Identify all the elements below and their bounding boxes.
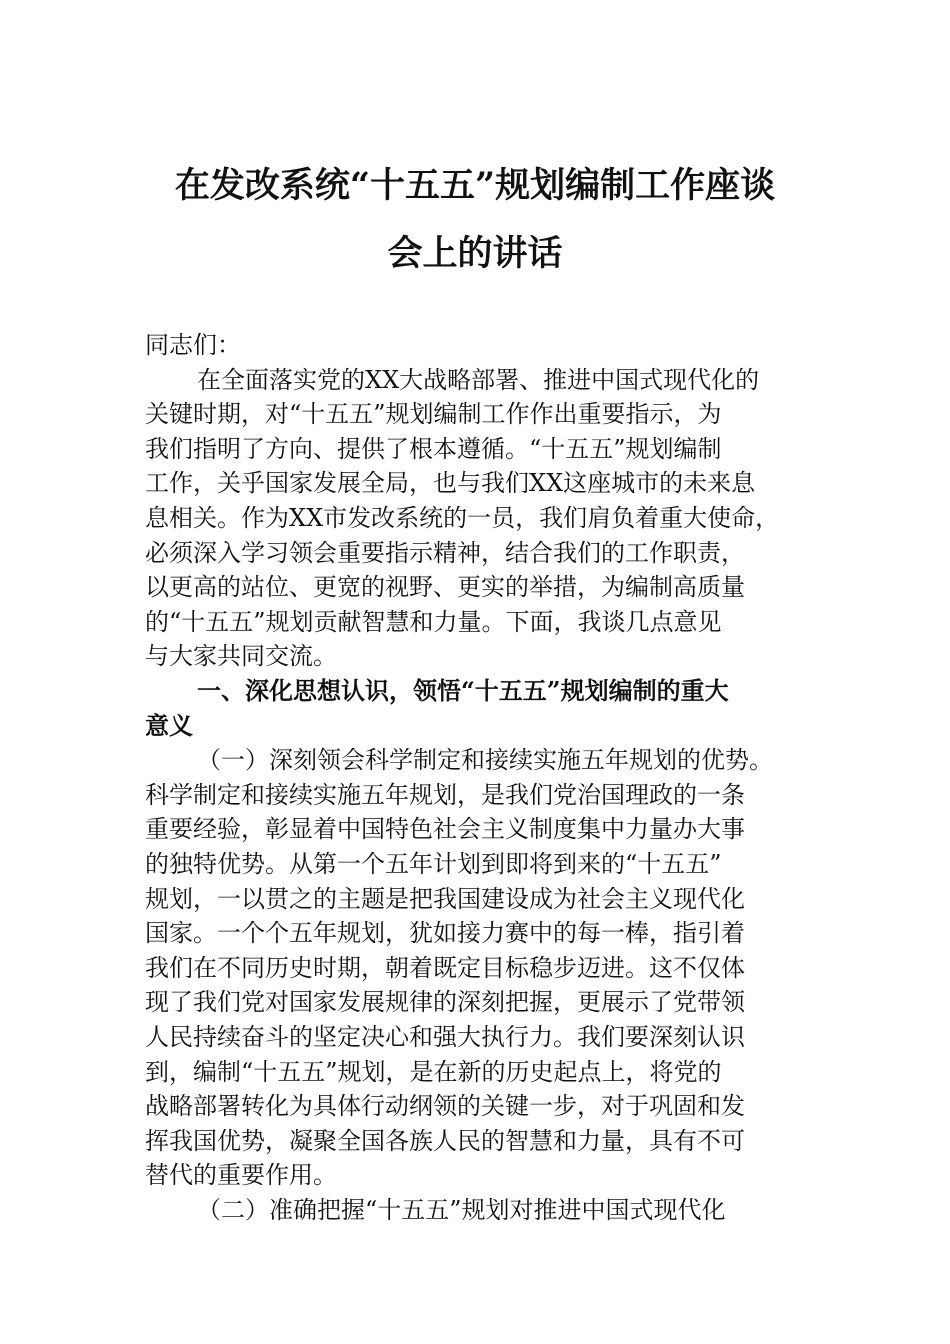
paragraph-line: 战略部署转化为具体行动纲领的关键一步，对于巩固和发 <box>145 1092 745 1121</box>
paragraph-line: 到，编制“十五五”规划，是在新的历史起点上，将党的 <box>145 1057 722 1086</box>
paragraph-line: 人民持续奋斗的坚定决心和强大执行力。我们要深刻认识 <box>145 1023 745 1051</box>
paragraph-line: 规划，一以贯之的主题是把我国建设成为社会主义现代化 <box>145 884 745 913</box>
paragraph-line: （二）准确把握“十五五”规划对推进中国式现代化 <box>197 1196 726 1224</box>
paragraph-line: 挥我国优势，凝聚全国各族人民的智慧和力量，具有不可 <box>145 1126 745 1155</box>
paragraph-line: 的“十五五”规划贡献智慧和力量。下面，我谈几点意见 <box>145 607 722 636</box>
paragraph-line: 我们在不同历史时期，朝着既定目标稳步迈进。这不仅体 <box>145 953 745 982</box>
paragraph-line: 的独特优势。从第一个五年计划到即将到来的“十五五” <box>145 850 722 878</box>
title-line-2: 会上的讲话 <box>387 233 563 274</box>
paragraph-line: 以更高的站位、更宽的视野、更实的举措，为编制高质量 <box>145 573 745 602</box>
paragraph-line: 在全面落实党的XX大战略部署、推进中国式现代化的 <box>197 365 760 394</box>
paragraph-line: （一）深刻领会科学制定和接续实施五年规划的优势。 <box>197 746 773 775</box>
paragraph-line: 工作，关乎国家发展全局，也与我们XX这座城市的未来息 <box>145 469 756 498</box>
paragraph-line: 与大家共同交流。 <box>145 642 337 671</box>
section-heading-line: 一、深化思想认识，领悟“十五五”规划编制的重大 <box>197 676 729 705</box>
title-line-1: 在发改系统“十五五”规划编制工作座谈 <box>174 165 776 206</box>
paragraph-line: 替代的重要作用。 <box>145 1161 337 1190</box>
paragraph-line: 我们指明了方向、提供了根本遵循。“十五五”规划编制 <box>145 434 722 463</box>
section-heading-line: 意义 <box>145 710 193 740</box>
paragraph-line: 关键时期，对“十五五”规划编制工作作出重要指示，为 <box>145 400 722 429</box>
paragraph-line: 现了我们党对国家发展规律的深刻把握，更展示了党带领 <box>145 988 745 1017</box>
paragraph-line: 必须深入学习领会重要指示精神，结合我们的工作职责， <box>145 538 745 567</box>
paragraph-line: 同志们： <box>145 331 241 359</box>
paragraph-line: 重要经验，彰显着中国特色社会主义制度集中力量办大事 <box>145 815 745 844</box>
paragraph-line: 科学制定和接续实施五年规划，是我们党治国理政的一条 <box>145 780 745 809</box>
paragraph-line: 息相关。作为XX市发改系统的一员，我们肩负着重大使命， <box>145 504 780 532</box>
paragraph-line: 国家。一个个五年规划，犹如接力赛中的每一棒，指引着 <box>145 919 745 948</box>
